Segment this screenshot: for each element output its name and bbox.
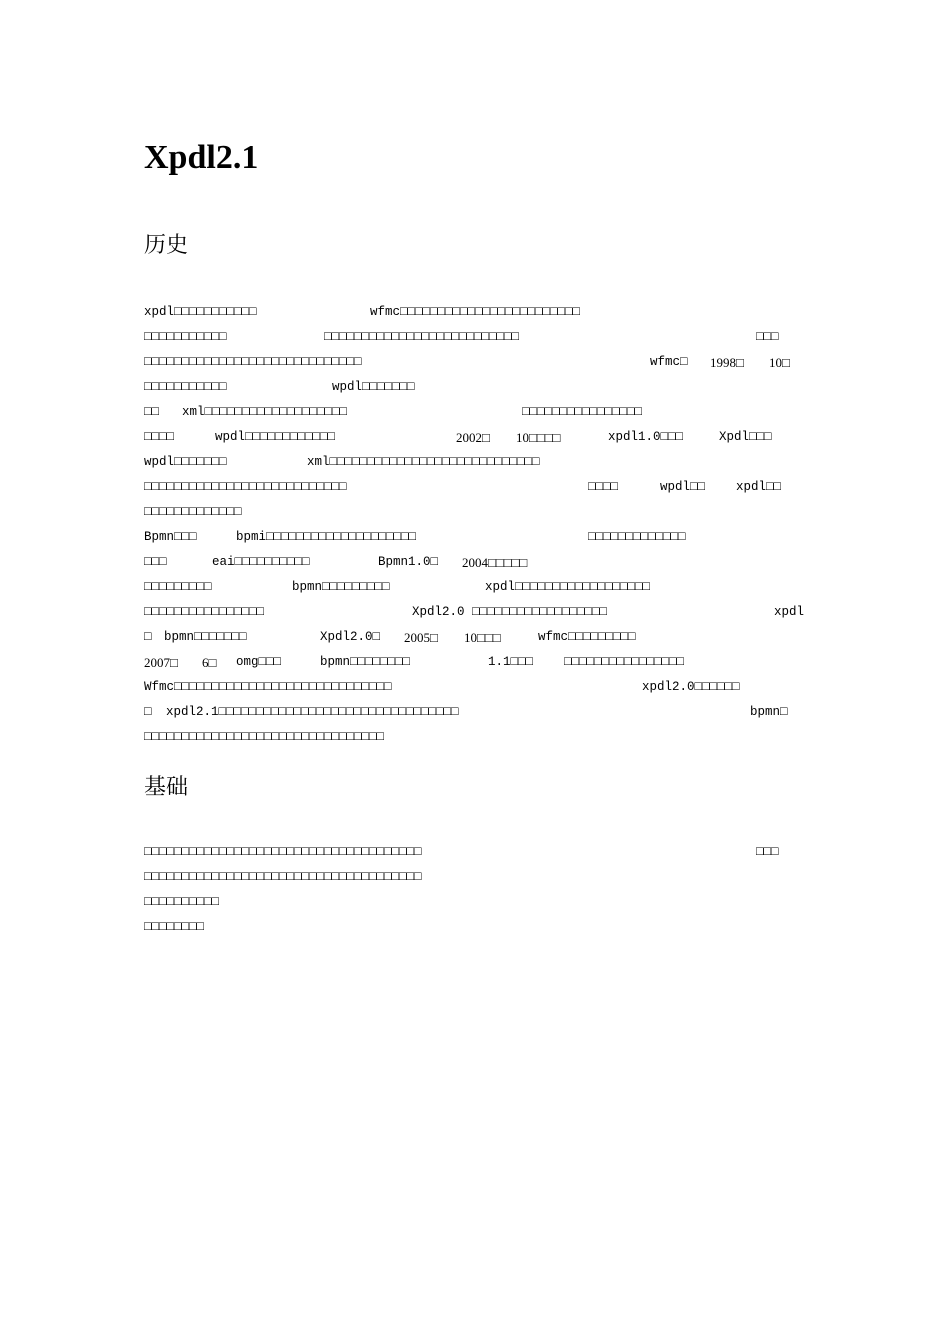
text-run: Xpdl2.0□ [320,630,381,644]
text-run: 6□ [202,655,217,670]
document-title: Xpdl2.1 [144,139,259,176]
basics-line-2 [144,865,814,890]
history-line-2 [144,325,814,350]
text-run: □□□ [144,555,167,569]
text-run: omg□□□ [236,655,282,669]
text-run: □ [144,705,152,719]
history-line-3 [144,350,814,375]
text-run: □□ [144,405,160,419]
text-run: □□□□□□□□□□□ [144,380,227,394]
text-run: wfmc□□□□□□□□□□□□□□□□□□□□□□□□ [370,305,581,319]
text-run: □□□□□□□□□□□□□□□□□□□□□□□□□□□ [144,480,347,494]
text-run: xpdl [774,605,805,619]
text-run: xpdl□□ [736,480,782,494]
text-run: wpdl□□□□□□□ [332,380,415,394]
history-line-16 [144,675,814,700]
basics-line-1 [144,840,814,865]
history-line-7 [144,450,814,475]
history-line-5 [144,400,814,425]
text-run: □□□ [756,845,779,859]
text-run: □□□ [756,330,779,344]
history-line-8 [144,475,814,500]
history-line-13 [144,600,814,625]
history-line-10 [144,525,814,550]
text-run: 2002□ [456,430,490,445]
text-run: 2005□ [404,630,438,645]
text-run: xpdl□□□□□□□□□□□□□□□□□□ [485,580,651,594]
history-line-9 [144,500,814,525]
text-run: □□□□ [588,480,619,494]
text-run: □□□□□□□□□□□□□□□□□□□□□□□□□□□□□□□□ [144,730,385,744]
history-line-17 [144,700,814,725]
text-run: wfmc□□□□□□□□□ [538,630,636,644]
text-run: xpdl1.0□□□ [608,430,684,444]
text-run: bpmn□□□□□□□□ [320,655,411,669]
text-run: wpdl□□□□□□□ [144,455,227,469]
text-run: xpdl2.1□□□□□□□□□□□□□□□□□□□□□□□□□□□□□□□□ [166,705,459,719]
text-run: xml□□□□□□□□□□□□□□□□□□□ [182,405,348,419]
text-run: eai□□□□□□□□□□ [212,555,310,569]
text-run: □□□□□□□□□□□□□□□□ [564,655,685,669]
text-run: □□□□□□□□ [144,920,205,934]
section-heading-history: 历史 [144,233,189,258]
basics-line-3 [144,890,814,915]
text-run: Bpmn□□□ [144,530,197,544]
text-run: □□□□□□□□□□□□□□□□ [144,605,265,619]
text-run: Xpdl□□□ [719,430,772,444]
text-run: wpdl□□□□□□□□□□□□ [215,430,336,444]
text-run: bpmn□ [750,705,788,719]
history-line-6 [144,425,814,450]
history-line-14 [144,625,814,650]
history-line-15 [144,650,814,675]
text-run: □□□□□□□□□□□□□ [588,530,686,544]
text-run: □□□□□□□□□□□ [144,330,227,344]
text-run: 1.1□□□ [488,655,534,669]
text-run: bpmn□□□□□□□ [164,630,247,644]
text-run: bpmn□□□□□□□□□ [292,580,390,594]
text-run: 2007□ [144,655,178,670]
history-line-18 [144,725,814,750]
history-line-12 [144,575,814,600]
text-run: xpdl2.0□□□□□□ [642,680,740,694]
text-run: □□□□□□□□□□□□□ [144,505,242,519]
text-run: □□□□ [144,430,175,444]
text-run: □□□□□□□□□□□□□□□□□□□□□□□□□□ [324,330,520,344]
text-run: Bpmn1.0□ [378,555,439,569]
text-run: □□□□□□□□□□□□□□□□□□□□□□□□□□□□□ [144,355,362,369]
text-run: wpdl□□ [660,480,706,494]
text-run: wfmc□ [650,355,688,369]
text-run: 10□□□ [464,630,501,645]
text-run: 10□ [769,355,790,370]
text-run: bpmi□□□□□□□□□□□□□□□□□□□□ [236,530,417,544]
section-heading-basics: 基础 [144,775,189,800]
text-run: 10□□□□ [516,430,561,445]
text-run: xpdl□□□□□□□□□□□ [144,305,257,319]
text-run: xml□□□□□□□□□□□□□□□□□□□□□□□□□□□□ [307,455,540,469]
text-run: □□□□□□□□□□□□□□□□□□□□□□□□□□□□□□□□□□□□□ [144,870,422,884]
history-line-11 [144,550,814,575]
text-run: 2004□□□□□ [462,555,528,570]
text-run: □□□□□□□□□ [144,580,212,594]
text-run: 1998□ [710,355,744,370]
text-run: Xpdl2.0 □□□□□□□□□□□□□□□□□□ [412,605,608,619]
history-line-1 [144,300,814,325]
text-run: □□□□□□□□□□□□□□□□□□□□□□□□□□□□□□□□□□□□□ [144,845,422,859]
text-run: □□□□□□□□□□□□□□□□ [522,405,643,419]
basics-line-4 [144,915,814,940]
text-run: □□□□□□□□□□ [144,895,220,909]
history-line-4 [144,375,814,400]
text-run: □ [144,630,152,644]
text-run: Wfmc□□□□□□□□□□□□□□□□□□□□□□□□□□□□□ [144,680,392,694]
